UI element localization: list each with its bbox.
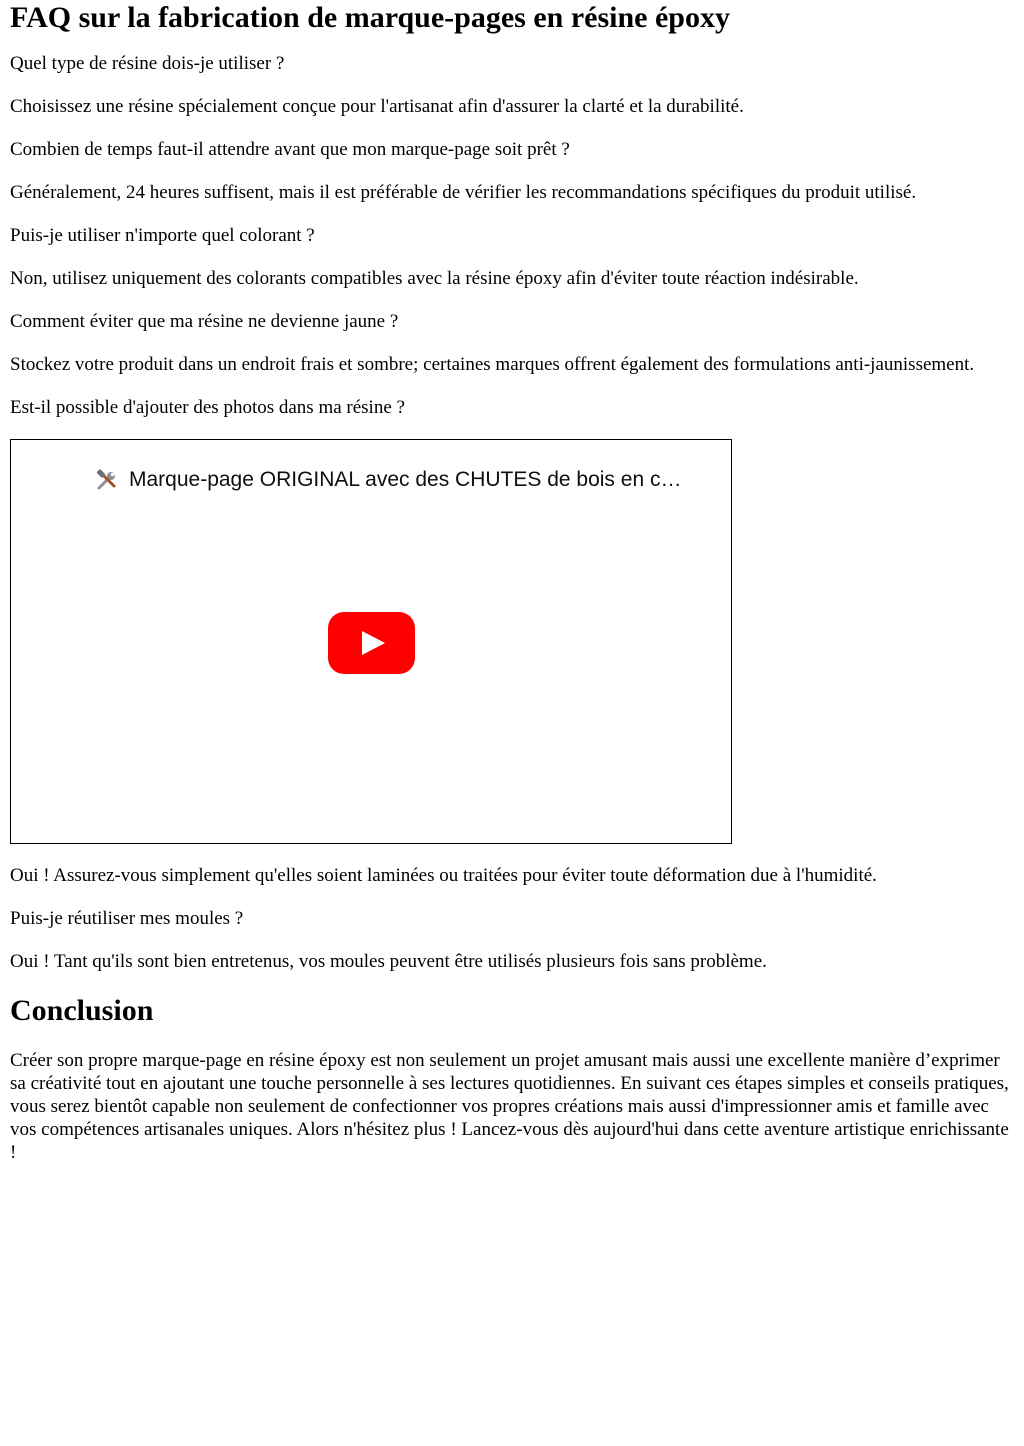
faq-question: Est-il possible d'ajouter des photos dans ma résine ? — [10, 397, 405, 418]
conclusion-text: Créer son propre marque-page en résine époxy est non seulement un projet amusant mais aussi une excellente manière d’exprimer sa créativité tout en ajoutant une touche personnelle à ses lectures quotidiennes. En suivant ces étapes simples et conseils pratiques, vous serez bientôt capable non seulement de confectionner vos propres créations mais aussi d'impressionner amis et famille avec vos compétences artisanales uniques. Alors n'hésitez plus ! Lancez-vous dès aujourd'hui dans cette aventure artistique enrichissante ! — [10, 1050, 1009, 1163]
conclusion-heading: Conclusion — [10, 994, 154, 1027]
faq-answer: Choisissez une résine spécialement conçue pour l'artisanat afin d'assurer la clarté et la durabilité. — [10, 96, 744, 117]
faq-question: Puis-je utiliser n'importe quel colorant ? — [10, 225, 315, 246]
hammer-and-wrench-icon — [95, 468, 119, 492]
faq-answer: Stockez votre produit dans un endroit frais et sombre; certaines marques offrent également des formulations anti-jaunissement. — [10, 354, 975, 375]
youtube-video-embed[interactable] — [10, 439, 732, 844]
faq-question: Puis-je réutiliser mes moules ? — [10, 908, 244, 929]
faq-question: Quel type de résine dois-je utiliser ? — [10, 53, 285, 74]
video-title[interactable] — [95, 468, 681, 492]
youtube-play-icon[interactable] — [328, 612, 415, 674]
faq-answer: Oui ! Tant qu'ils sont bien entretenus, vos moules peuvent être utilisés plusieurs fois sans problème. — [10, 951, 767, 972]
faq-heading: FAQ sur la fabrication de marque-pages en résine époxy — [10, 1, 730, 34]
faq-answer: Généralement, 24 heures suffisent, mais il est préférable de vérifier les recommandations spécifiques du produit utilisé. — [10, 182, 917, 203]
faq-question: Combien de temps faut-il attendre avant que mon marque-page soit prêt ? — [10, 139, 570, 160]
faq-answer: Oui ! Assurez-vous simplement qu'elles soient laminées ou traitées pour éviter toute déformation due à l'humidité. — [10, 865, 877, 886]
video-title-text[interactable]: Marque-page ORIGINAL avec des CHUTES de bois en c… — [129, 468, 682, 491]
faq-question: Comment éviter que ma résine ne devienne jaune ? — [10, 311, 399, 332]
faq-answer: Non, utilisez uniquement des colorants compatibles avec la résine époxy afin d'éviter toute réaction indésirable. — [10, 268, 859, 289]
